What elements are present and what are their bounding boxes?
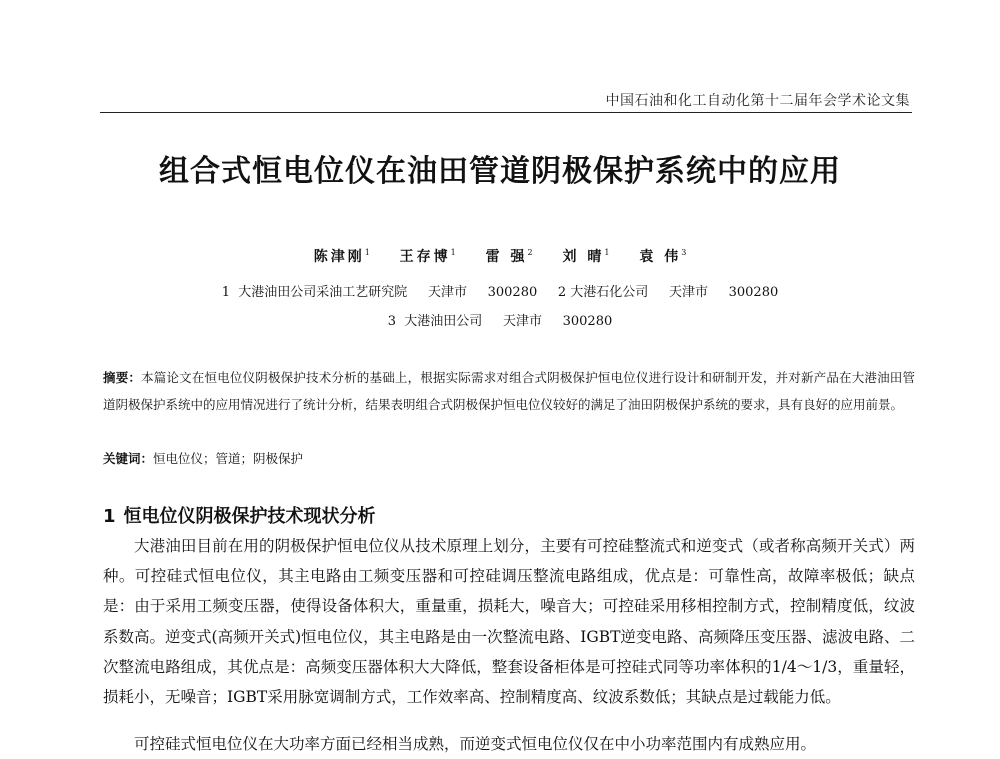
author-name: 刘 晴 xyxy=(562,249,605,265)
body-paragraph-2: 可控硅式恒电位仪在大功率方面已经相当成熟，而逆变式恒电位仪仅在中小功率范围内有成熟应用。 xyxy=(134,735,817,753)
section-number: 1 xyxy=(103,506,116,527)
body-paragraph-1: 大港油田目前在用的阴极保护恒电位仪从技术原理上划分，主要有可控硅整流式和逆变式（或者称高频开关式）两种。可控硅式恒电位仪，其主电路由工频变压器和可控硅调压整流电路组成，优点是：可靠性高，故障率极低；缺点是：由于采用工频变压器，使得设备体积大，重量重，损耗大，噪音大；可控硅采用移相控制方式，控制精度低，纹波系数高。逆变式(高频开关式)恒电位仪，其主电路是由一次整流电路、IGBT逆变电路、高频降压变压器、滤波电路、二次整流电路组成，其优点是：高频变压器体积大大降低，整套设备柜体是可控硅式同等功率体积的1/4～1/3，重量轻，损耗小，无噪音；IGBT采用脉宽调制方式，工作效率高、控制精度高、纹波系数低；其缺点是过载能力低。 xyxy=(103,537,915,707)
author-affiliation-mark: 3 xyxy=(681,248,687,257)
author-2 xyxy=(400,249,456,265)
author-3 xyxy=(486,249,533,265)
author-affiliation-mark: 2 xyxy=(527,248,533,257)
abstract xyxy=(103,364,915,418)
abstract-label: 摘要： xyxy=(103,370,142,385)
author-affiliation-mark: 1 xyxy=(450,248,456,257)
keywords-text: 恒电位仪；管道；阴极保护 xyxy=(153,451,304,466)
running-header: 中国石油和化工自动化第十二届年会学术论文集 xyxy=(605,93,910,109)
section-heading xyxy=(103,502,376,528)
header-rule xyxy=(100,112,912,113)
author-name: 雷 强 xyxy=(485,249,528,265)
affiliation-line-1: 1 大港油田公司采油工艺研究院 天津市 300280 2 大港石化公司 天津市 300280 xyxy=(221,285,779,300)
keywords xyxy=(103,445,915,472)
author-name: 王存博 xyxy=(399,249,451,265)
section-title: 恒电位仪阴极保护技术现状分析 xyxy=(123,506,376,527)
author-list xyxy=(0,246,1000,266)
author-5 xyxy=(639,249,686,265)
keywords-label: 关键词： xyxy=(103,451,154,466)
author-4 xyxy=(562,249,609,265)
author-name: 陈津刚 xyxy=(313,249,365,265)
author-affiliation-mark: 1 xyxy=(604,248,610,257)
abstract-text: 本篇论文在恒电位仪阴极保护技术分析的基础上，根据实际需求对组合式阴极保护恒电位仪进行设计和研制开发，并对新产品在大港油田管道阴极保护系统中的应用情况进行了统计分析，结果表明组合式阴极保护恒电位仪较好的满足了油田阴极保护系统的要求，具有良好的应用前景。 xyxy=(103,370,915,412)
author-1 xyxy=(314,249,370,265)
affiliation-line-2: 3 大港油田公司 天津市 300280 xyxy=(387,314,613,329)
author-name: 袁 伟 xyxy=(639,249,682,265)
author-affiliation-mark: 1 xyxy=(364,248,370,257)
paper-title: 组合式恒电位仪在油田管道阴极保护系统中的应用 xyxy=(159,154,841,189)
